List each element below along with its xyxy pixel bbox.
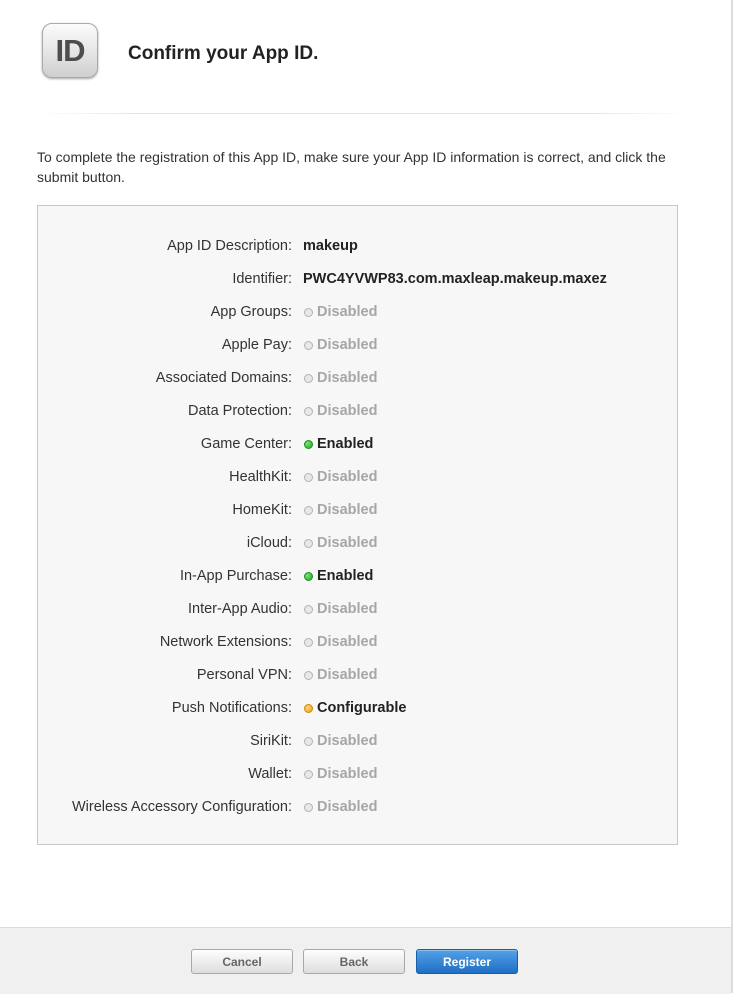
status-dot-icon xyxy=(304,605,313,614)
service-label: Push Notifications: xyxy=(171,700,292,716)
service-status xyxy=(304,494,377,527)
status-dot-icon xyxy=(304,704,313,713)
service-status-text: Disabled xyxy=(317,337,378,353)
cancel-button[interactable]: Cancel xyxy=(191,949,293,974)
description-value: makeup xyxy=(303,238,358,254)
service-label: Apple Pay: xyxy=(221,337,292,353)
status-dot-icon xyxy=(304,440,313,449)
service-row xyxy=(38,428,677,461)
service-label: HomeKit: xyxy=(232,502,292,518)
status-dot-icon xyxy=(304,473,313,482)
status-dot-icon xyxy=(304,671,313,680)
service-status xyxy=(304,362,377,395)
identifier-label: Identifier: xyxy=(232,271,292,287)
status-dot-icon xyxy=(304,770,313,779)
intro-text: To complete the registration of this App ID, make sure your App ID information is correct, and click the submit button. xyxy=(37,149,666,185)
service-row xyxy=(38,329,677,362)
service-row xyxy=(38,692,677,725)
service-row xyxy=(38,659,677,692)
app-id-icon-text: ID xyxy=(55,33,85,68)
service-status-text: Disabled xyxy=(317,601,378,617)
detail-row-description xyxy=(38,230,677,263)
status-dot-icon xyxy=(304,803,313,812)
status-dot-icon xyxy=(304,308,313,317)
service-label: iCloud: xyxy=(246,535,292,551)
header-divider xyxy=(40,113,688,114)
detail-row-identifier xyxy=(38,263,677,296)
app-id-icon xyxy=(42,23,98,78)
service-status-text: Enabled xyxy=(317,568,374,584)
service-status xyxy=(304,593,377,626)
service-status-text: Disabled xyxy=(317,370,378,386)
service-row xyxy=(38,527,677,560)
service-status-text: Disabled xyxy=(317,304,378,320)
service-row xyxy=(38,494,677,527)
service-status-text: Disabled xyxy=(317,667,378,683)
service-label: Associated Domains: xyxy=(155,370,292,386)
service-label: Data Protection: xyxy=(188,403,292,419)
service-status-text: Configurable xyxy=(317,700,407,716)
service-status-text: Disabled xyxy=(317,535,378,551)
service-status xyxy=(304,395,377,428)
service-label: Wallet: xyxy=(248,766,292,782)
status-dot-icon xyxy=(304,407,313,416)
service-row xyxy=(38,791,677,824)
service-label: Inter-App Audio: xyxy=(188,601,292,617)
back-button[interactable]: Back xyxy=(303,949,405,974)
register-button[interactable]: Register xyxy=(416,949,518,974)
service-status-text: Disabled xyxy=(317,469,378,485)
service-status-text: Disabled xyxy=(317,733,378,749)
service-status xyxy=(304,791,377,824)
service-status xyxy=(304,296,377,329)
service-status xyxy=(304,626,377,659)
service-label: Personal VPN: xyxy=(196,667,292,683)
footer-bar xyxy=(0,927,731,994)
page-title: Confirm your App ID. xyxy=(128,43,319,64)
status-dot-icon xyxy=(304,506,313,515)
status-dot-icon xyxy=(304,572,313,581)
app-id-details-panel xyxy=(37,205,678,845)
service-status xyxy=(304,461,377,494)
service-label: Game Center: xyxy=(200,436,292,452)
service-status-text: Disabled xyxy=(317,634,378,650)
service-status xyxy=(304,329,377,362)
service-status-text: Disabled xyxy=(317,799,378,815)
identifier-value: PWC4YVWP83.com.maxleap.makeup.maxez xyxy=(303,271,607,287)
service-row xyxy=(38,296,677,329)
service-label: In-App Purchase: xyxy=(179,568,292,584)
service-status xyxy=(304,692,406,725)
description-label: App ID Description: xyxy=(167,238,292,254)
service-status xyxy=(304,725,377,758)
service-row xyxy=(38,725,677,758)
service-label: HealthKit: xyxy=(229,469,292,485)
service-row xyxy=(38,461,677,494)
service-status xyxy=(304,560,373,593)
status-dot-icon xyxy=(304,539,313,548)
service-row xyxy=(38,626,677,659)
status-dot-icon xyxy=(304,374,313,383)
service-status xyxy=(304,527,377,560)
service-row xyxy=(38,593,677,626)
service-row xyxy=(38,362,677,395)
service-status-text: Disabled xyxy=(317,766,378,782)
service-status xyxy=(304,659,377,692)
service-status xyxy=(304,758,377,791)
service-status-text: Enabled xyxy=(317,436,374,452)
service-status xyxy=(304,428,373,461)
service-row xyxy=(38,395,677,428)
service-status-text: Disabled xyxy=(317,403,378,419)
service-label: SiriKit: xyxy=(250,733,292,749)
service-label: Wireless Accessory Configuration: xyxy=(72,799,292,815)
service-row xyxy=(38,560,677,593)
status-dot-icon xyxy=(304,341,313,350)
status-dot-icon xyxy=(304,737,313,746)
service-label: Network Extensions: xyxy=(159,634,292,650)
status-dot-icon xyxy=(304,638,313,647)
service-status-text: Disabled xyxy=(317,502,378,518)
service-label: App Groups: xyxy=(210,304,292,320)
service-row xyxy=(38,758,677,791)
